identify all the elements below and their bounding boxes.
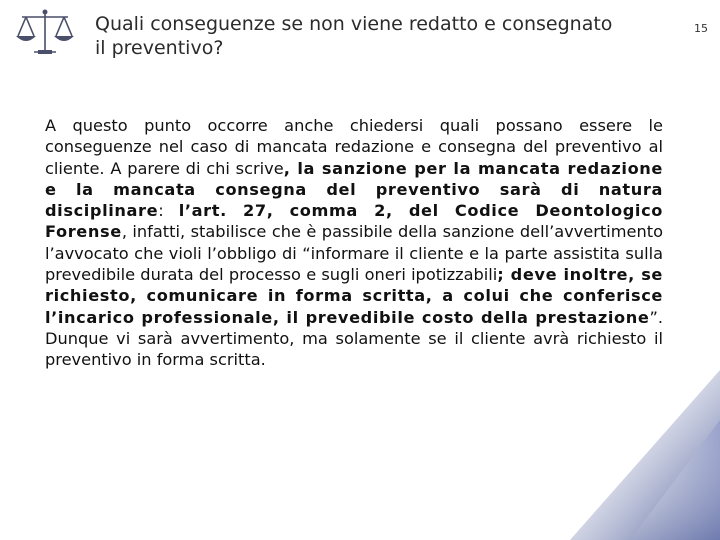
emphasis-segment: l’art. 27, comma 2, del Codice Deontologico Forense (45, 201, 663, 242)
corner-decoration (540, 360, 720, 540)
slide-title: Quali conseguenze se non viene redatto e consegnato il preventivo? (95, 13, 613, 59)
text-segment: A questo punto occorre anche chiedersi quali possano essere le conseguenze nel caso di mancata redazione e consegna del preventivo al cliente. A parere di chi scrive (45, 116, 663, 178)
emphasis-segment: , la sanzione per la mancata redazione e la mancata consegna del preventivo sarà di natura disciplinare (45, 158, 663, 221)
page-number: 15 (694, 22, 708, 35)
text-segment: : (158, 201, 179, 221)
scales-of-justice-icon (12, 8, 78, 58)
text-segment: ”. Dunque vi sarà avvertimento, ma solamente se il cliente avrà richiesto il preventivo in forma scritta. (45, 307, 663, 370)
emphasis-segment: ; deve inoltre, se richiesto, comunicare in forma scritta, a colui che conferisce l’incarico professionale, il prevedibile costo della prestazione (45, 265, 664, 327)
text-segment: , infatti, stabilisce che è passibile della sanzione dell’avvertimento l’avvocato che violi l’obbligo di “informare il cliente e la parte assistita sulla prevedibile durata del processo e sugli oneri ipotizzabili (45, 222, 663, 285)
body-paragraph (45, 115, 663, 371)
